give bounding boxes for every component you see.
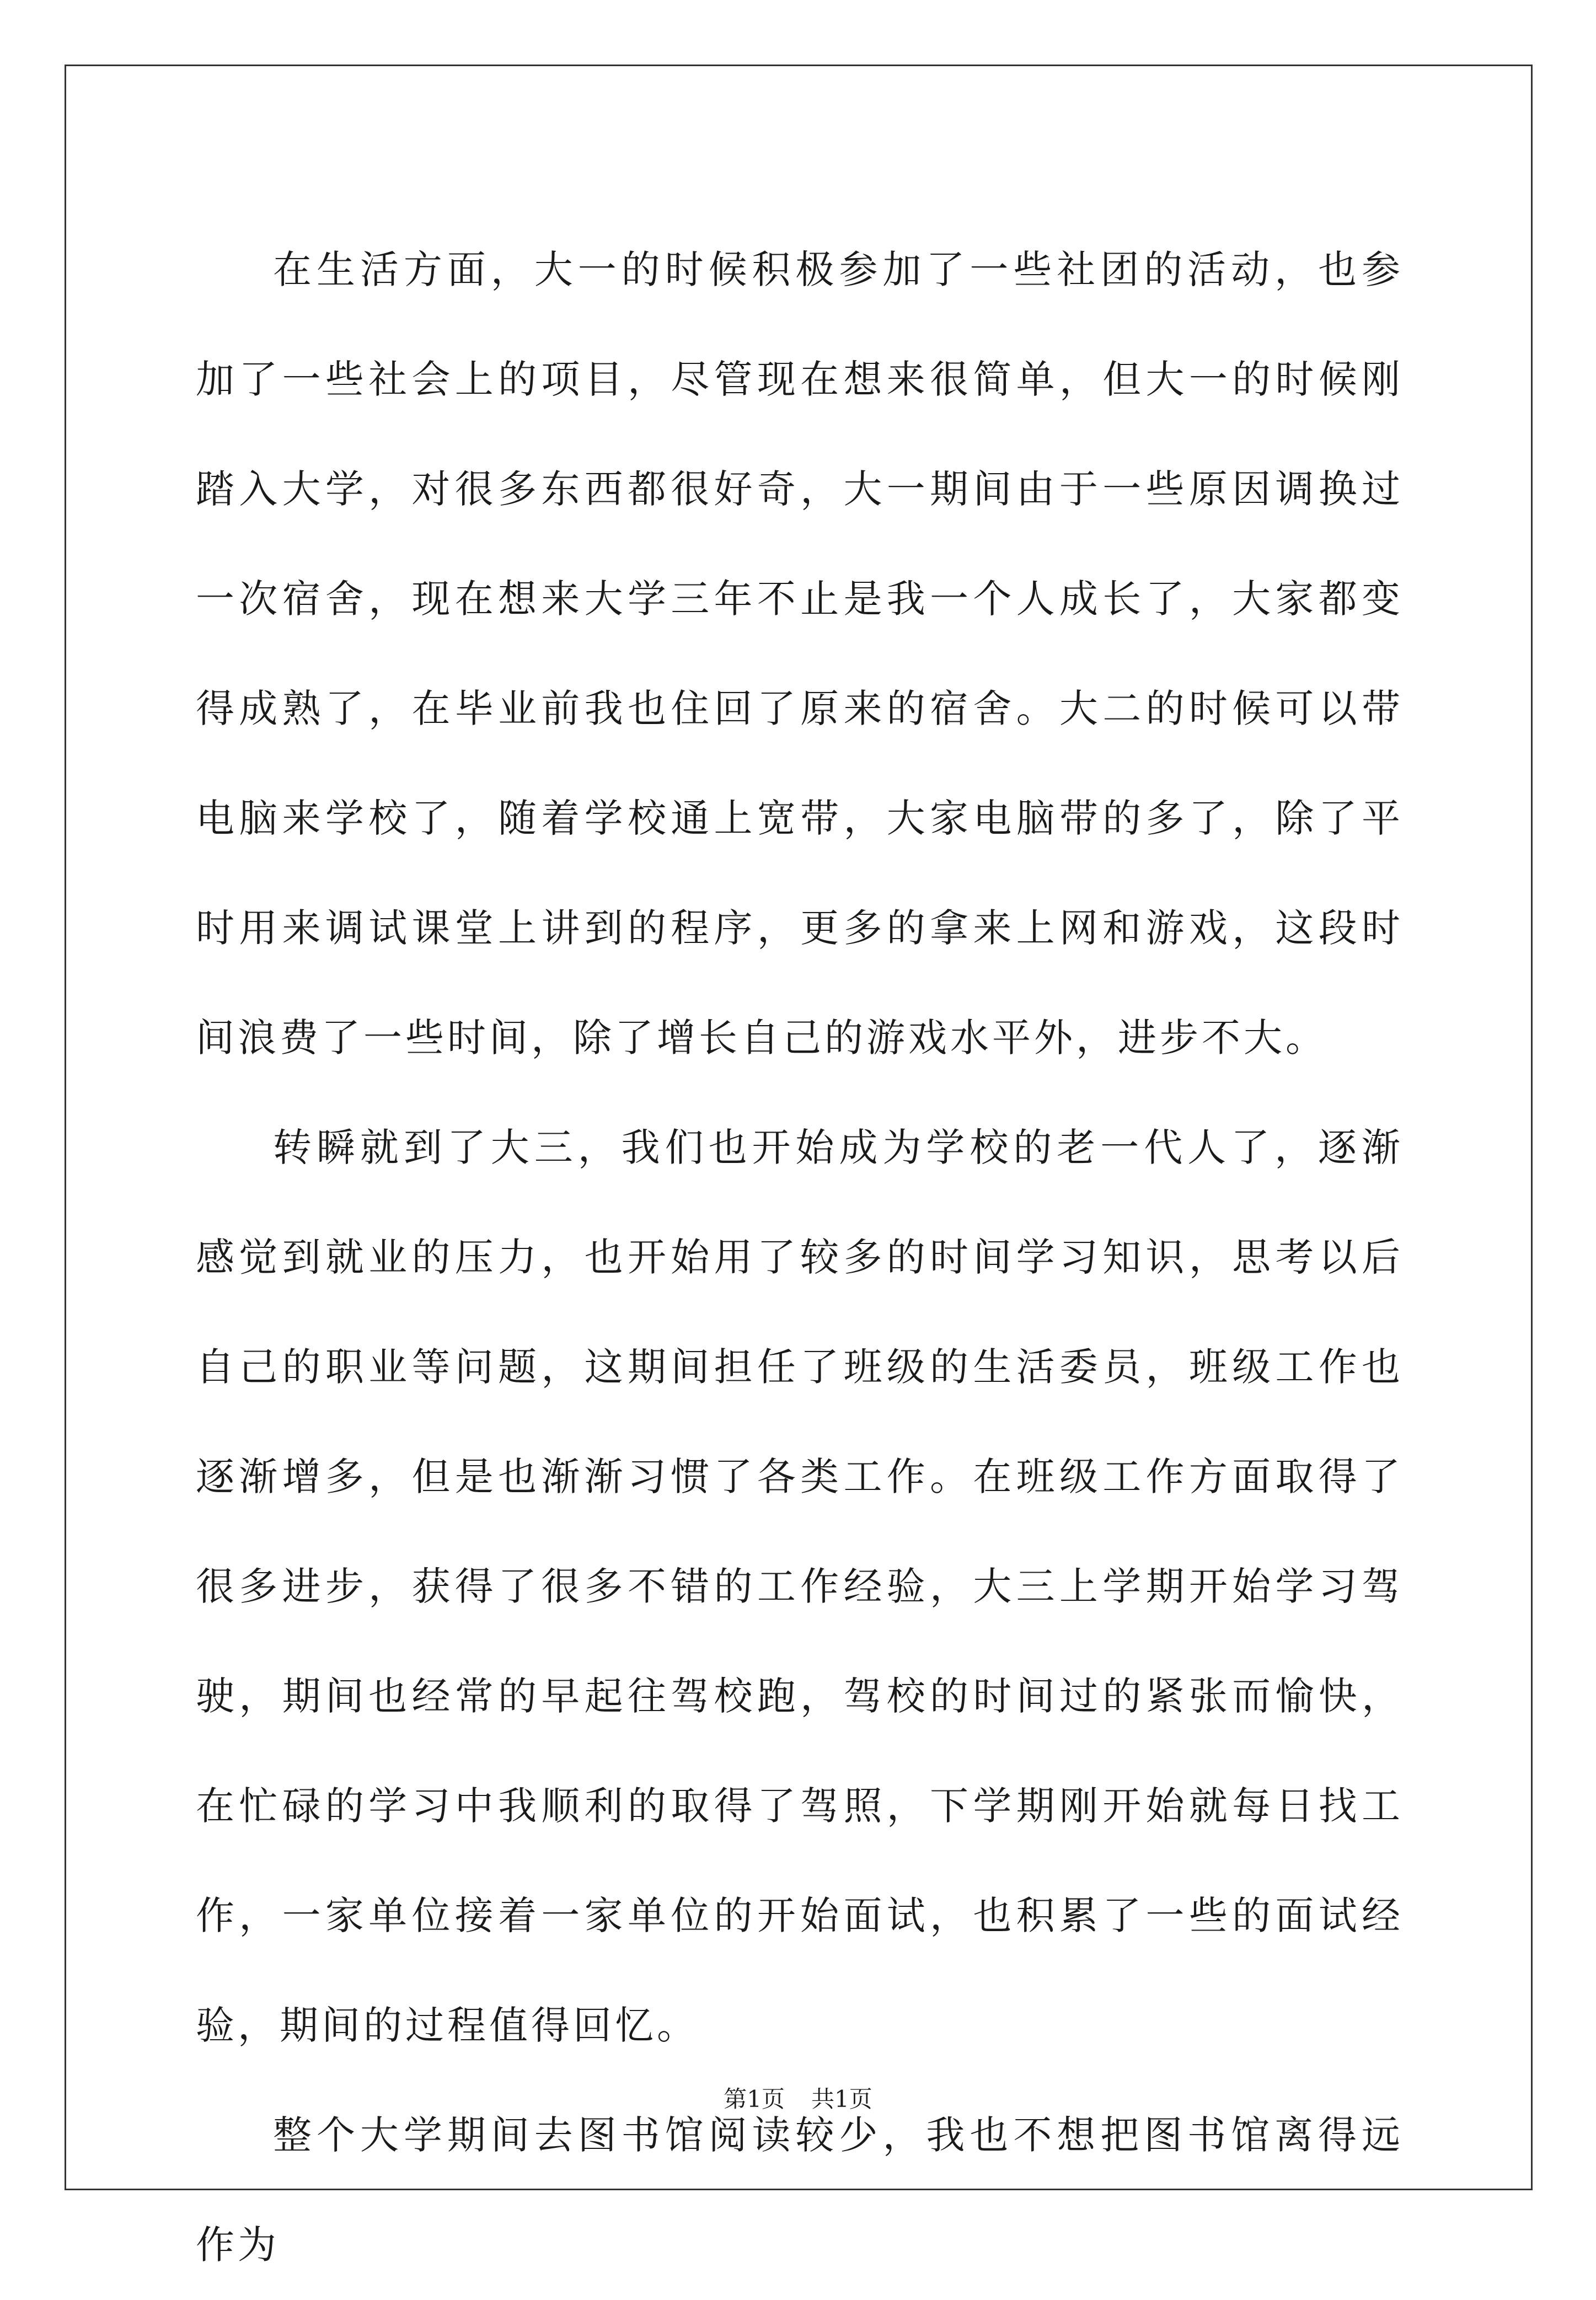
paragraph-student-life: 在生活方面，大一的时候积极参加了一些社团的活动，也参加了一些社会上的项目，尽管现在想来很简单，但大一的时候刚踏入大学，对很多东西都很好奇，大一期间由于一些原因调换过一次宿舍，现在想来大学三年不止是我一个人成长了，大家都变得成熟了，在毕业前我也住回了原来的宿舍。大二的时候可以带电脑来学校了，随着学校通上宽带，大家电脑带的多了，除了平时用来调试课堂上讲到的程序，更多的拿来上网和游戏，这段时间浪费了一些时间，除了增长自己的游戏水平外，进步不大。 — [196, 247, 1404, 1060]
paragraph-library: 整个大学期间去图书馆阅读较少，我也不想把图书馆离得远作为 — [196, 2113, 1404, 2267]
page-number: 第1页 — [724, 2085, 785, 2113]
document-body — [196, 215, 1404, 2300]
page-footer — [0, 2083, 1596, 2116]
page-total: 共1页 — [811, 2085, 872, 2113]
paragraph-junior-year: 转瞬就到了大三，我们也开始成为学校的老一代人了，逐渐感觉到就业的压力，也开始用了较多的时间学习知识，思考以后自己的职业等问题，这期间担任了班级的生活委员，班级工作也逐渐增多，但是也渐渐习惯了各类工作。在班级工作方面取得了很多进步，获得了很多不错的工作经验，大三上学期开始学习驾驶，期间也经常的早起往驾校跑，驾校的时间过的紧张而愉快，在忙碌的学习中我顺利的取得了驾照，下学期刚开始就每日找工作，一家单位接着一家单位的开始面试，也积累了一些的面试经验，期间的过程值得回忆。 — [196, 1125, 1404, 2048]
